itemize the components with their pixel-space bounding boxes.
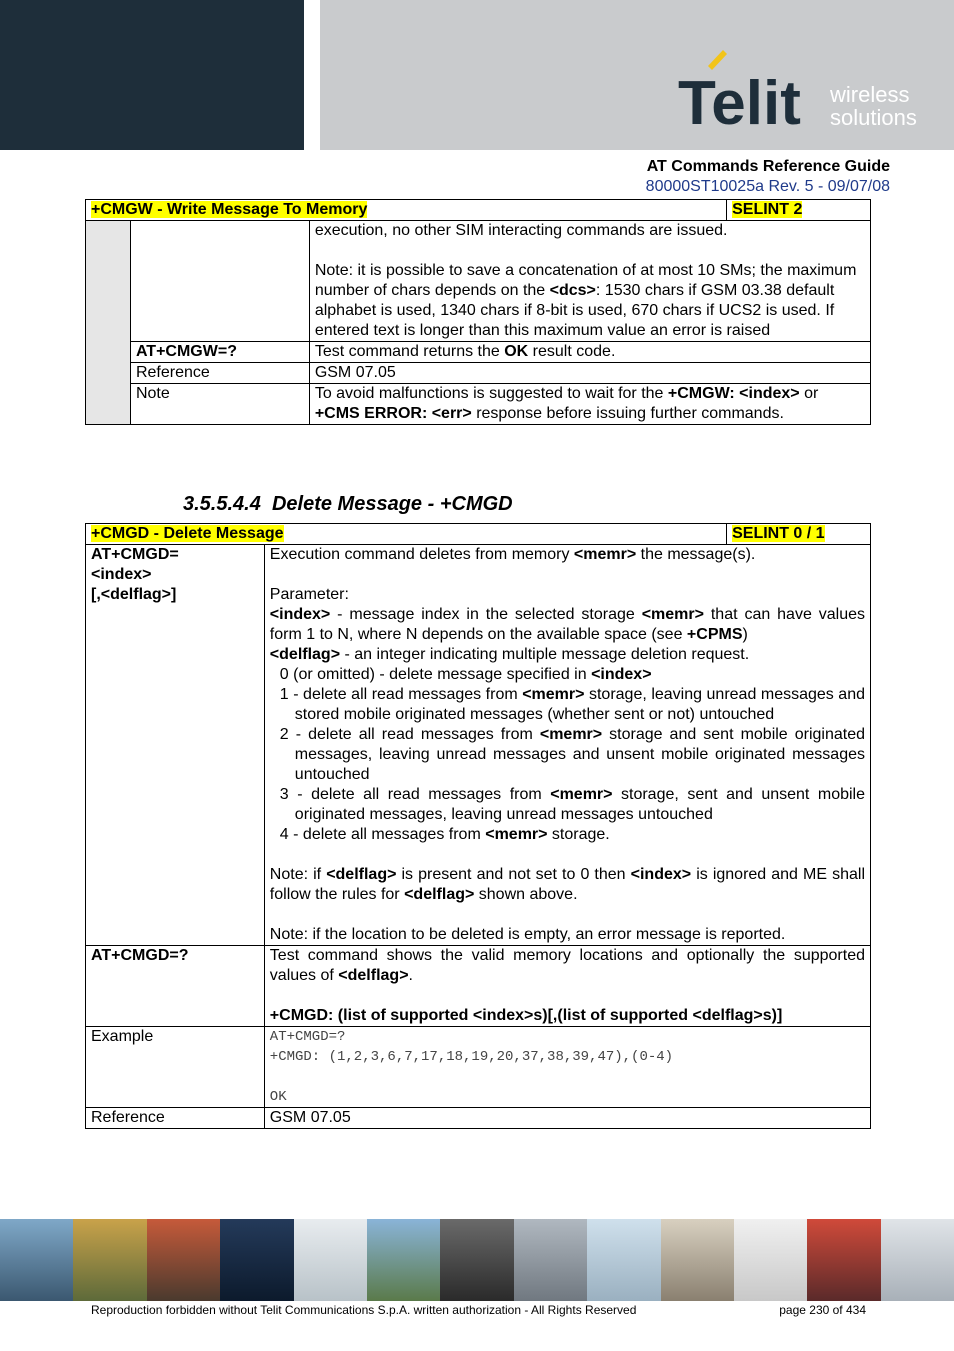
delflag-option-1: 1 - delete all read messages from <memr> storage, leaving unread messages and stored mobile originated messages (whether sent or not) untouched	[279, 686, 866, 723]
cmgw-note: Note: it is possible to save a concatenation of at most 10 SMs; the maximum number of chars depends on the <dcs>: 1530 chars if GSM 03.38 default alphabet is used, 1340 chars if 8-bit is used, 670 chars if UCS2 is used. If entered text is longer than this maximum value an error is raised	[314, 262, 857, 339]
cmgw-table	[85, 199, 871, 425]
cmgd-example-code: AT+CMGD=? +CMGD: (1,2,3,6,7,17,18,19,20,37,38,39,47),(0-4) OK	[264, 1027, 870, 1108]
footer-copyright: Reproduction forbidden without Telit Communications S.p.A. written authorization - All Rights Reserved	[91, 1303, 637, 1317]
section-heading: 3.5.5.4.4 Delete Message - +CMGD	[183, 493, 513, 515]
delflag-option-4: 4 - delete all messages from <memr> storage.	[279, 826, 610, 843]
cmgd-table	[85, 523, 871, 1129]
cmgw-test-desc: Test command returns the OK result code.	[309, 342, 870, 363]
cmgw-ref-value: GSM 07.05	[309, 363, 870, 384]
guide-title: AT Commands Reference Guide	[646, 158, 890, 175]
cmgd-selint: SELINT 0 / 1	[732, 525, 825, 542]
cmgd-example-label: Example	[86, 1027, 265, 1108]
delflag-option-2: 2 - delete all read messages from <memr> storage and sent mobile originated messages, leaving unread messages and unsent mobile originated messages untouched	[279, 726, 866, 783]
cmgw-note-label: Note	[130, 384, 309, 425]
telit-logo	[678, 48, 928, 133]
delflag-option-3: 3 - delete all read messages from <memr> storage, sent and unsent mobile originated messages, leaving unread messages untouched	[279, 786, 866, 823]
cmgd-title: +CMGD - Delete Message	[91, 525, 284, 542]
cmgw-ref-label: Reference	[130, 363, 309, 384]
logo-sub1: wireless	[830, 82, 910, 107]
cmgd-ref-label: Reference	[86, 1108, 265, 1129]
cmgw-side-cell	[86, 221, 131, 425]
cmgd-test-desc: Test command shows the valid memory locations and optionally the supported values of <delflag>. +CMGD: (list of supported <index>s)[,(list of supported <delflag>s)]	[264, 946, 870, 1027]
cmgd-ref-value: GSM 07.05	[264, 1108, 870, 1129]
cmgd-exec-cmd: AT+CMGD= <index> [,<delflag>]	[86, 545, 265, 946]
cmgw-selint: SELINT 2	[732, 201, 803, 218]
cmgw-continued-text: execution, no other SIM interacting commands are issued. Note: it is possible to save a concatenation of at most 10 SMs; the maximum number of chars depends on the <dcs>: 1530 chars if GSM 03.38 default alphabet is used, 1340 chars if 8-bit is used, 670 chars if UCS2 is used. If entered text is longer than this maximum value an error is raised	[309, 221, 870, 342]
footer-page-number: page 230 of 434	[779, 1303, 866, 1317]
cmgd-test-cmd: AT+CMGD=?	[86, 946, 265, 1027]
footer-photo-strip	[0, 1219, 954, 1301]
logo-main: Telit	[678, 69, 801, 133]
cmgw-test-cmd: AT+CMGW=?	[130, 342, 309, 363]
header-dark-band	[0, 0, 304, 150]
cmgw-note-text: To avoid malfunctions is suggested to wait for the +CMGW: <index> or +CMS ERROR: <err> response before issuing further commands.	[309, 384, 870, 425]
guide-revision: 80000ST10025a Rev. 5 - 09/07/08	[645, 178, 890, 195]
cmgd-exec-desc: Execution command deletes from memory <memr> the message(s). Parameter: <index> - message index in the selected storage <memr> that can have values form 1 to N, where N depends on the available space (see +CPMS) <delflag> - an integer indicating multiple message deletion request. 0 (or omitted) - delete message specified in <index> 1 - delete all read messages from <memr> storage, leaving unread messages and stored mobile originated messages (whether sent or not) untouched 2 - delete all read messages from <memr> storage and sent mobile originated messages, leaving unread messages and unsent mobile originated messages untouched 3 - delete all read messages from <memr> storage, sent and unsent mobile originated messages, leaving unread messages untouched 4 - delete all messages from <memr> storage. Note: if <delflag> is present and not set to 0 then <index> is ignored and ME shall follow the rules for <delflag> shown above. Note: if the location to be deleted is empty, an error message is reported.	[264, 545, 870, 946]
cmgw-title: +CMGW - Write Message To Memory	[91, 201, 368, 218]
logo-sub2: solutions	[830, 105, 917, 130]
